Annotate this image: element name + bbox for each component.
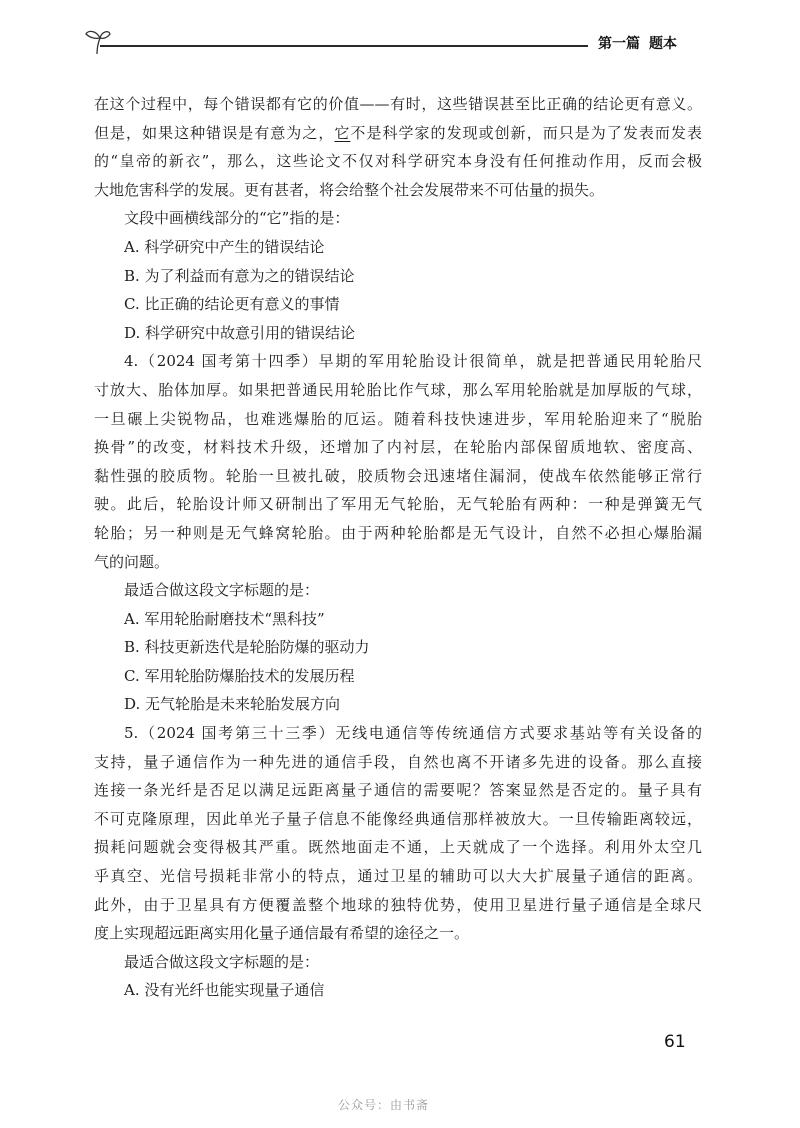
page-number: 61 bbox=[664, 1032, 686, 1052]
answer-option: B. 为了利益而有意为之的错误结论 bbox=[124, 266, 355, 285]
question-4 bbox=[94, 347, 702, 719]
question-5 bbox=[94, 719, 702, 1005]
question-stem: 最适合做这段文字标题的是： bbox=[124, 952, 320, 971]
text-line: 轮胎；另一种则是无气蜂窝轮胎。由于两种轮胎都是无气设计，自然不必担心爆胎漏 bbox=[94, 523, 702, 542]
text-run: 不是科学家的发现或创新，而只是为了发表而发表 bbox=[350, 123, 702, 142]
text-line: 5.（2024 国考第三十三季）无线电通信等传统通信方式要求基站等有关设备的 bbox=[124, 724, 702, 743]
text-line: 气的问题。 bbox=[94, 552, 170, 571]
text-line: 黏性强的胶质物。轮胎一旦被扎破，胶质物会迅速堵住漏洞，使战车依然能够正常行 bbox=[94, 466, 702, 485]
page-header bbox=[0, 0, 800, 70]
sprout-icon bbox=[82, 26, 112, 56]
answer-option: D. 无气轮胎是未来轮胎发展方向 bbox=[124, 695, 341, 714]
text-line bbox=[94, 119, 702, 148]
header-rule bbox=[100, 45, 588, 47]
text-line: 驶。此后，轮胎设计师又研制出了军用无气轮胎，无气轮胎有两种：一种是弹簧无气 bbox=[94, 495, 702, 514]
text-line: 损耗问题就会变得极其严重。既然地面走不通，上天就成了一个选择。利用外太空几 bbox=[94, 838, 702, 857]
text-line: 换骨”的改变，材料技术升级，还增加了内衬层，在轮胎内部保留质地软、密度高、 bbox=[94, 438, 702, 457]
header-section: 题本 bbox=[649, 36, 677, 52]
text-line: 寸放大、胎体加厚。如果把普通民用轮胎比作气球，那么军用轮胎就是加厚版的气球， bbox=[94, 380, 702, 399]
answer-option: B. 科技更新迭代是轮胎防爆的驱动力 bbox=[124, 638, 370, 657]
question-stem: 文段中画横线部分的“它”指的是： bbox=[124, 209, 350, 228]
answer-option: A. 科学研究中产生的错误结论 bbox=[124, 237, 325, 256]
text-line: 在这个过程中，每个错误都有它的价值——有时，这些错误甚至比正确的结论更有意义。 bbox=[94, 95, 702, 113]
answer-option: D. 科学研究中故意引用的错误结论 bbox=[124, 323, 356, 342]
watermark: 公众号：由书斋 bbox=[338, 1098, 430, 1112]
text-line: 度上实现超远距离实用化量子通信最有希望的途径之一。 bbox=[94, 924, 470, 943]
text-line: 不可克隆原理，因此单光子量子信息不能像经典通信那样被放大。一旦传输距离较远， bbox=[94, 809, 702, 828]
answer-option: A. 没有光纤也能实现量子通信 bbox=[124, 981, 325, 1000]
answer-option: A. 军用轮胎耐磨技术“黑科技” bbox=[124, 609, 325, 628]
underlined-word: 它 bbox=[334, 123, 351, 142]
text-line: 一旦碾上尖锐物品，也难逃爆胎的厄运。随着科技快速进步，军用轮胎迎来了“脱胎 bbox=[94, 409, 702, 428]
page-body bbox=[94, 90, 702, 1005]
passage-block bbox=[94, 90, 702, 204]
text-line: 支持，量子通信作为一种先进的通信手段，自然也离不开诸多先进的设备。那么直接 bbox=[94, 752, 702, 771]
text-run: 但是，如果这种错误是有意为之， bbox=[94, 123, 335, 142]
text-line: 连接一条光纤是否足以满足远距离量子通信的需要呢？答案显然是否定的。量子具有 bbox=[94, 781, 702, 800]
text-line: 的“皇帝的新衣”，那么，这些论文不仅对科学研究本身没有任何推动作用，反而会极 bbox=[94, 152, 702, 171]
text-line: 4.（2024 国考第十四季）早期的军用轮胎设计很简单，就是把普通民用轮胎尺 bbox=[124, 352, 702, 371]
text-line: 大地危害科学的发展。更有甚者，将会给整个社会发展带来不可估量的损失。 bbox=[94, 180, 605, 199]
question-3 bbox=[94, 204, 702, 347]
text-line: 乎真空、光信号损耗非常小的特点，通过卫星的辅助可以大大扩展量子通信的距离。 bbox=[94, 867, 702, 886]
question-stem: 最适合做这段文字标题的是： bbox=[124, 581, 320, 600]
answer-option: C. 军用轮胎防爆胎技术的发展历程 bbox=[124, 666, 355, 685]
header-part: 第一篇 bbox=[598, 36, 640, 52]
header-title bbox=[598, 33, 677, 53]
answer-option: C. 比正确的结论更有意义的事情 bbox=[124, 295, 340, 314]
text-line: 此外，由于卫星具有方便覆盖整个地球的独特优势，使用卫星进行量子通信是全球尺 bbox=[94, 895, 702, 914]
